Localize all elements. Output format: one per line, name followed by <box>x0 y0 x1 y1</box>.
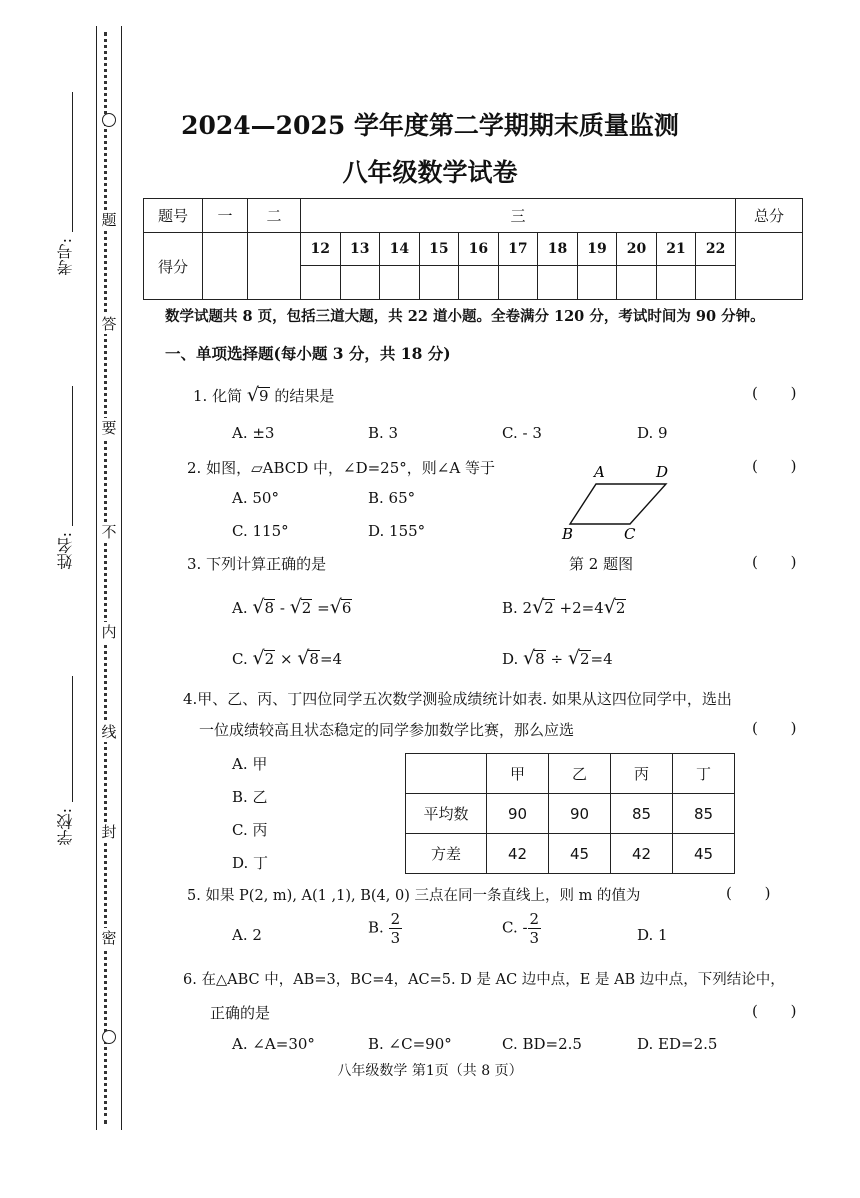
seal-char: 不 <box>97 522 121 542</box>
table-cell: 45 <box>549 834 611 874</box>
table-cell: 42 <box>611 834 673 874</box>
sub-number: 17 <box>498 233 538 266</box>
total-header: 总分 <box>736 199 803 233</box>
option-a: A. √8 - √2 =√6 <box>232 596 352 618</box>
sub-number: 15 <box>419 233 459 266</box>
seal-dotted-line <box>104 32 107 1124</box>
sub-number: 13 <box>340 233 380 266</box>
section-header: 三 <box>301 199 736 233</box>
question-6-stem-line2: 正确的是 <box>210 1004 271 1022</box>
vertex-label-a: A <box>594 463 605 481</box>
score-cell[interactable] <box>696 266 736 300</box>
question-6-stem: 6. 在△ABC 中，AB=3，BC=4，AC=5. D 是 AC 边中点，E 是 AB 边中点，下列结论中， <box>183 972 785 988</box>
table-row <box>406 834 735 874</box>
sub-number: 14 <box>380 233 420 266</box>
score-cell[interactable] <box>419 266 459 300</box>
seal-char: 线 <box>97 722 121 742</box>
answer-bracket[interactable]: ( ) <box>752 553 797 571</box>
exam-subtitle: 八年级数学试卷 <box>342 158 518 187</box>
option-a: A. ∠A=30° <box>232 1035 315 1053</box>
total-score-cell[interactable] <box>736 233 803 300</box>
binding-margin <box>96 26 122 1130</box>
page-footer: 八年级数学 第1页（共 8 页） <box>337 1063 523 1079</box>
question-4-stem-line2: 一位成绩较高且状态稳定的同学参加数学比赛，那么应选 <box>199 721 575 739</box>
exam-instructions: 数学试题共 8 页，包括三道大题，共 22 道小题。全卷满分 120 分，考试时间为 90 分钟。 <box>165 308 765 325</box>
score-cell[interactable] <box>656 266 696 300</box>
school-label: 学校: <box>56 808 75 846</box>
parallelogram-shape <box>570 484 666 524</box>
option-c: C. - $\frac{2}{3}$ <box>502 910 540 947</box>
option-d: D. 1 <box>637 926 668 944</box>
score-cell[interactable] <box>617 266 657 300</box>
sub-number: 16 <box>459 233 499 266</box>
answer-bracket[interactable]: ( ) <box>752 719 797 737</box>
option-b: B. 65° <box>368 489 416 507</box>
table-cell: 90 <box>487 794 549 834</box>
table-cell: 85 <box>673 794 735 834</box>
sub-number: 12 <box>301 233 341 266</box>
score-cell[interactable] <box>203 233 248 300</box>
score-cell[interactable] <box>498 266 538 300</box>
option-a: A. ±3 <box>232 424 275 442</box>
table-header: 丁 <box>673 754 735 794</box>
seal-char: 内 <box>97 622 121 642</box>
section-header: 一 <box>203 199 248 233</box>
sub-number: 19 <box>577 233 617 266</box>
score-cell[interactable] <box>248 233 301 300</box>
seal-char: 答 <box>97 314 121 334</box>
option-d: D. ED=2.5 <box>637 1035 718 1053</box>
figure-caption: 第 2 题图 <box>569 555 634 573</box>
table-cell: 90 <box>549 794 611 834</box>
table-header <box>406 754 487 794</box>
option-b: B. ∠C=90° <box>368 1035 452 1053</box>
score-cell[interactable] <box>340 266 380 300</box>
option-b: B. 3 <box>368 424 399 442</box>
question-1-stem: 1. 化简 √9 的结果是 <box>193 384 335 406</box>
seal-char: 密 <box>97 928 121 948</box>
score-cell[interactable] <box>577 266 617 300</box>
vertex-label-b: B <box>562 525 574 543</box>
col-header: 题号 <box>144 199 203 233</box>
option-a: A. 50° <box>232 489 279 507</box>
seal-char: 题 <box>97 210 121 230</box>
table-cell: 45 <box>673 834 735 874</box>
option-d: D. 丁 <box>232 854 269 872</box>
table-header: 甲 <box>487 754 549 794</box>
question-2-stem: 2. 如图，▱ABCD 中，∠D=25°，则∠A 等于 <box>187 459 495 477</box>
seal-char: 要 <box>97 418 121 438</box>
exam-title: 2024—2025 学年度第二学期期末质量监测 <box>181 111 679 140</box>
option-c: C. 115° <box>232 522 289 540</box>
score-cell[interactable] <box>380 266 420 300</box>
option-c: C. BD=2.5 <box>502 1035 582 1053</box>
row-label: 得分 <box>144 233 203 300</box>
option-a: A. 2 <box>232 926 262 944</box>
answer-bracket[interactable]: ( ) <box>752 457 797 475</box>
table-cell: 85 <box>611 794 673 834</box>
name-field[interactable] <box>72 386 73 526</box>
option-c: C. 丙 <box>232 821 268 839</box>
answer-bracket[interactable]: ( ) <box>726 884 771 902</box>
table-cell: 42 <box>487 834 549 874</box>
table-header-row <box>406 754 735 794</box>
table-row <box>406 794 735 834</box>
option-d: D. √8 ÷ √2=4 <box>502 647 613 669</box>
option-a: A. 甲 <box>232 755 268 773</box>
vertex-label-c: C <box>624 525 636 543</box>
table-header: 乙 <box>549 754 611 794</box>
row-label: 平均数 <box>406 794 487 834</box>
school-field[interactable] <box>72 676 73 802</box>
option-b: B. 乙 <box>232 788 268 806</box>
option-c: C. √2 × √8=4 <box>232 647 343 669</box>
option-d: D. 155° <box>368 522 426 540</box>
parallelogram-figure <box>550 455 690 545</box>
table-header: 丙 <box>611 754 673 794</box>
option-d: D. 9 <box>637 424 668 442</box>
score-cell[interactable] <box>301 266 341 300</box>
seal-char: 封 <box>97 822 121 842</box>
sub-number: 18 <box>538 233 578 266</box>
name-label: 姓名: <box>56 532 75 570</box>
answer-bracket[interactable]: ( ) <box>752 1002 797 1020</box>
exam-number-label: 考号: <box>56 238 75 276</box>
seal-circle-bottom <box>102 1030 116 1044</box>
sub-number: 21 <box>656 233 696 266</box>
question-3-stem: 3. 下列计算正确的是 <box>187 555 327 573</box>
sub-number: 20 <box>617 233 657 266</box>
answer-bracket[interactable]: ( ) <box>752 384 797 402</box>
section-header: 二 <box>248 199 301 233</box>
section-heading: 一、单项选择题(每小题 3 分，共 18 分) <box>165 344 451 363</box>
vertex-label-d: D <box>656 463 669 481</box>
score-cell[interactable] <box>538 266 578 300</box>
scores-stats-table <box>405 753 735 874</box>
score-cell[interactable] <box>459 266 499 300</box>
score-table <box>143 198 803 300</box>
option-b: B. $\frac{2}{3}$ <box>368 910 401 947</box>
sub-number: 22 <box>696 233 736 266</box>
option-b: B. 2√2 +2=4√2 <box>502 596 626 618</box>
option-c: C. - 3 <box>502 424 542 442</box>
question-5-stem: 5. 如果 P(2, m), A(1 ,1), B(4, 0) 三点在同一条直线上，则 m 的值为 <box>187 888 641 904</box>
question-4-stem: 4.甲、乙、丙、丁四位同学五次数学测验成绩统计如表. 如果从这四位同学中，选出 <box>183 690 732 708</box>
row-label: 方差 <box>406 834 487 874</box>
